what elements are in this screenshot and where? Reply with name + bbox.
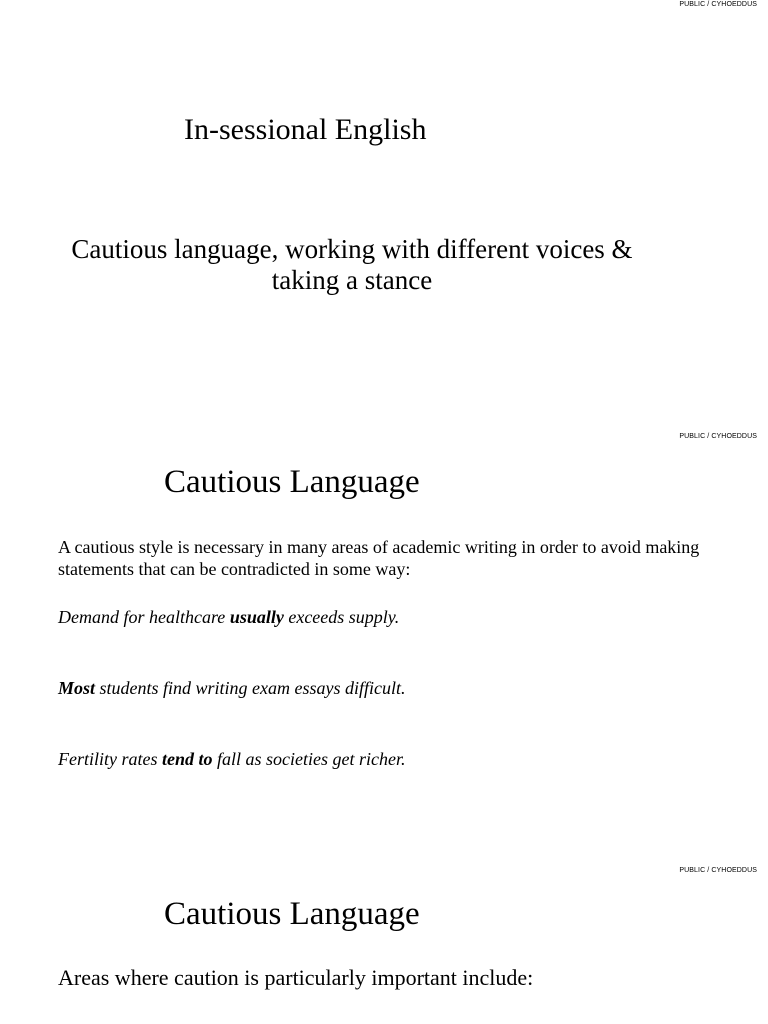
example-text-after: exceeds supply. <box>283 607 400 627</box>
body-text: Areas where caution is particularly important include: <box>58 965 534 990</box>
hedging-word: Most <box>58 678 96 698</box>
example-text-before: Demand for healthcare <box>58 607 230 627</box>
hedging-word: usually <box>229 607 284 627</box>
classification-label: PUBLIC / CYHOEDDUS <box>679 867 757 874</box>
example-sentence <box>58 749 405 770</box>
hedging-word: tend to <box>161 749 213 769</box>
slide-title-text: In-sessional English <box>184 113 427 146</box>
example-text-before: Fertility rates <box>58 749 162 769</box>
example-text-after: students find writing exam essays difficult. <box>95 678 406 698</box>
slide-cautious-language-intro <box>0 432 768 865</box>
example-sentence <box>58 607 399 628</box>
slide-heading: Cautious Language <box>164 464 420 500</box>
slide-subtitle-text: Cautious language, working with different voices & taking a stance <box>71 234 633 295</box>
example-sentence <box>58 678 406 699</box>
slide-cautious-language-areas <box>0 865 768 1024</box>
intro-paragraph: A cautious style is necessary in many areas of academic writing in order to avoid making statements that can be contradicted in some way: <box>58 537 700 579</box>
classification-label: PUBLIC / CYHOEDDUS <box>679 1 757 8</box>
slide-heading: Cautious Language <box>164 896 420 932</box>
classification-label: PUBLIC / CYHOEDDUS <box>679 433 757 440</box>
example-text-after: fall as societies get richer. <box>212 749 406 769</box>
slide-title <box>0 0 768 432</box>
